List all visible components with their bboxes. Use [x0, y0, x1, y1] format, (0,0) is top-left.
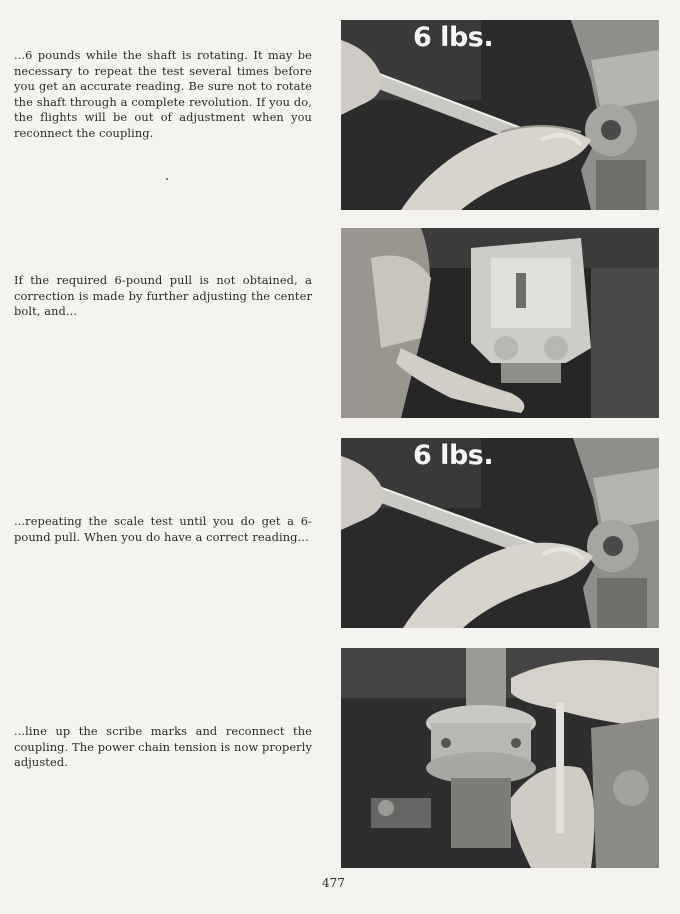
caption-spring-scale-test: ...6 pounds while the shaft is rotating. It may be necessary to repeat the test several times before you get an accurate reading. Be sure not to rotate the shaft through a complete revolution. If you do, the flights will be out of adjustment when you reconnect the coupling. [14, 48, 312, 140]
photo-spring-scale-pull [341, 20, 659, 210]
photo-adjust-center-bolt [341, 228, 659, 418]
caption-reconnect-coupling: ...line up the scribe marks and reconnect the coupling. The power chain tension is now properly adjusted. [14, 724, 312, 769]
photo-repeat-scale-test [341, 438, 659, 628]
print-speck [166, 178, 168, 180]
photo-reconnect-coupling [341, 648, 659, 868]
weight-label: 6 lbs. [413, 440, 494, 471]
weight-label: 6 lbs. [413, 22, 494, 53]
page-number: 477 [322, 876, 345, 890]
caption-adjust-center-bolt: If the required 6-pound pull is not obtained, a correction is made by further adjusting the center bolt, and... [14, 273, 312, 318]
caption-repeat-scale-test: ...repeating the scale test until you do get a 6-pound pull. When you do have a correct reading... [14, 514, 312, 544]
